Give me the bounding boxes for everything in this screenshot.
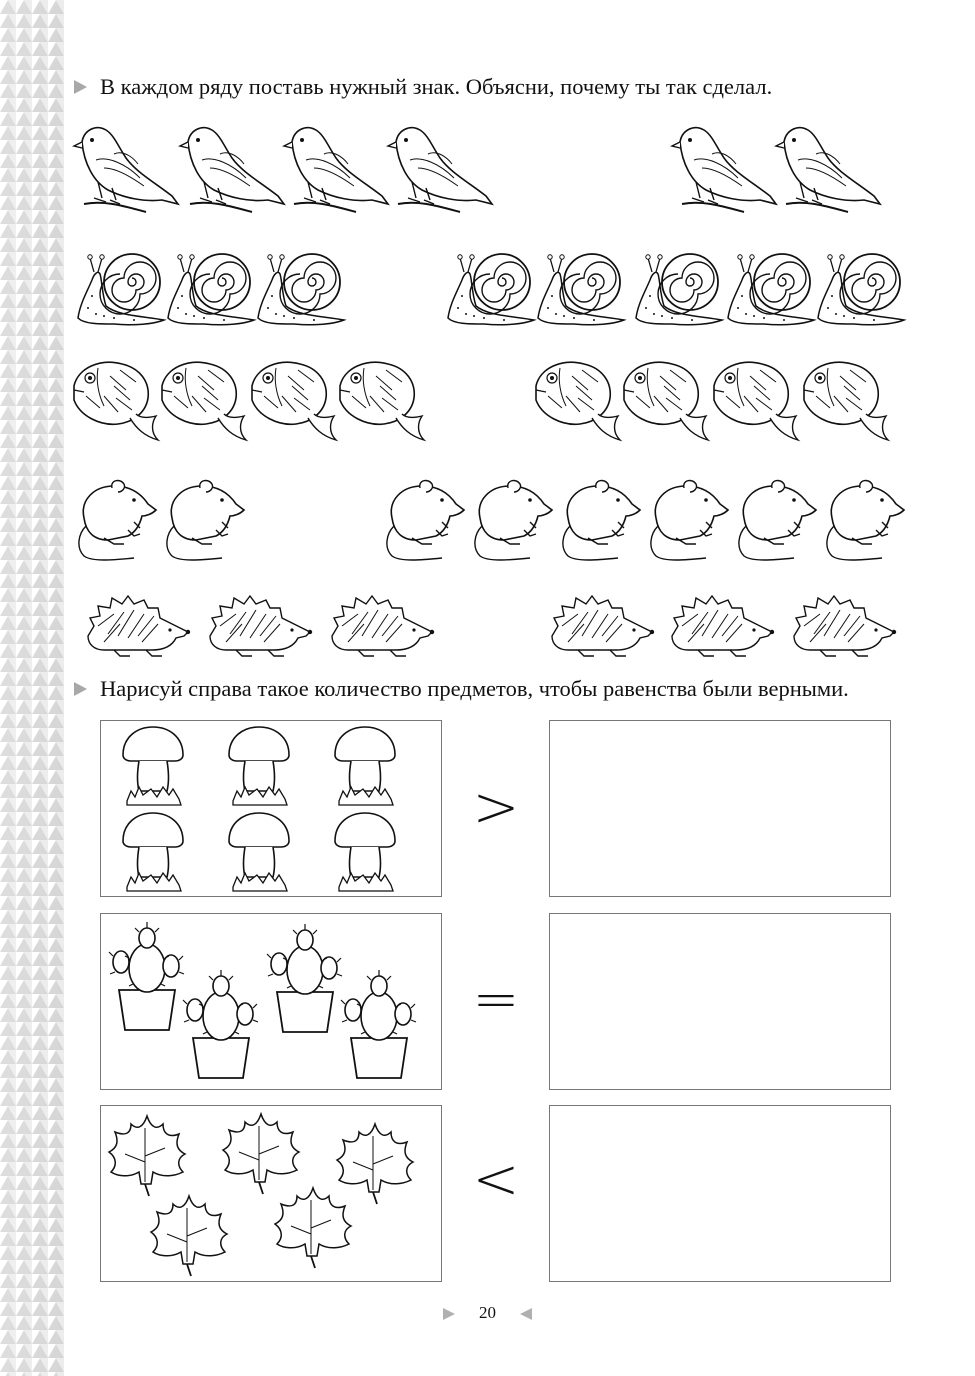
mouse-icon: [167, 481, 244, 560]
answer-box-2[interactable]: [549, 913, 891, 1090]
fish-icon: [74, 362, 158, 440]
snail-icon: [538, 254, 624, 325]
mushroom-icon: [229, 813, 289, 891]
bird-icon: [672, 128, 776, 212]
hedgehog-icon: [672, 596, 774, 656]
mouse-icon: [739, 481, 816, 560]
snail-icon: [818, 254, 904, 325]
instruction-compare: [74, 74, 772, 100]
snail-icon: [78, 254, 164, 325]
row-hedgehogs: [70, 594, 910, 660]
mushroom-box: [100, 720, 442, 897]
leaf-box: [100, 1105, 442, 1282]
hedgehog-icon: [332, 596, 434, 656]
bullet-triangle-icon: [74, 80, 87, 94]
fish-icon: [162, 362, 246, 440]
mushroom-icon: [335, 727, 395, 805]
bird-icon: [74, 128, 178, 212]
maple-leaf-icon: [275, 1188, 351, 1268]
bird-icon: [284, 128, 388, 212]
instruction-text: Нарисуй справа такое количество предметов, чтобы равенства были верными.: [100, 676, 849, 701]
mouse-icon: [651, 481, 728, 560]
maple-leaf-icon: [109, 1116, 185, 1196]
row-birds: [70, 114, 910, 214]
maple-leaf-icon: [337, 1124, 413, 1204]
mushroom-icon: [229, 727, 289, 805]
snail-icon: [448, 254, 534, 325]
triangle-right-icon: [443, 1308, 455, 1320]
triangle-left-icon: [520, 1308, 532, 1320]
mouse-icon: [387, 481, 464, 560]
bird-icon: [180, 128, 284, 212]
side-decor-pattern: [0, 0, 64, 1376]
instruction-draw: [74, 676, 849, 702]
mushroom-icon: [123, 727, 183, 805]
mushroom-icon: [335, 813, 395, 891]
fish-icon: [804, 362, 888, 440]
cactus-icon: [109, 922, 184, 1030]
cactus-icon: [341, 970, 416, 1078]
snail-icon: [636, 254, 722, 325]
fish-icon: [714, 362, 798, 440]
page-number: [0, 1303, 975, 1323]
bullet-triangle-icon: [74, 682, 87, 696]
snail-icon: [728, 254, 814, 325]
greater-than-sign: >: [472, 775, 520, 840]
fish-icon: [624, 362, 708, 440]
instruction-text: В каждом ряду поставь нужный знак. Объясни, почему ты так сделал.: [100, 74, 773, 99]
fish-icon: [536, 362, 620, 440]
bird-icon: [776, 128, 880, 212]
maple-leaf-icon: [223, 1114, 299, 1194]
answer-box-1[interactable]: [549, 720, 891, 897]
equals-sign: =: [472, 967, 520, 1032]
bird-icon: [388, 128, 492, 212]
row-snails: [70, 248, 910, 328]
hedgehog-icon: [552, 596, 654, 656]
mouse-icon: [79, 481, 156, 560]
maple-leaf-icon: [151, 1196, 227, 1276]
cactus-box: [100, 913, 442, 1090]
cactus-icon: [267, 924, 342, 1032]
mouse-icon: [563, 481, 640, 560]
hedgehog-icon: [210, 596, 312, 656]
fish-icon: [340, 362, 424, 440]
snail-icon: [168, 254, 254, 325]
row-fish: [70, 354, 910, 446]
mushroom-icon: [123, 813, 183, 891]
hedgehog-icon: [794, 596, 896, 656]
hedgehog-icon: [88, 596, 190, 656]
page-number-text: 20: [479, 1303, 496, 1322]
answer-box-3[interactable]: [549, 1105, 891, 1282]
row-mice: [70, 476, 910, 566]
mouse-icon: [827, 481, 904, 560]
less-than-sign: <: [472, 1147, 520, 1212]
snail-icon: [258, 254, 344, 325]
cactus-icon: [183, 970, 258, 1078]
fish-icon: [252, 362, 336, 440]
mouse-icon: [475, 481, 552, 560]
